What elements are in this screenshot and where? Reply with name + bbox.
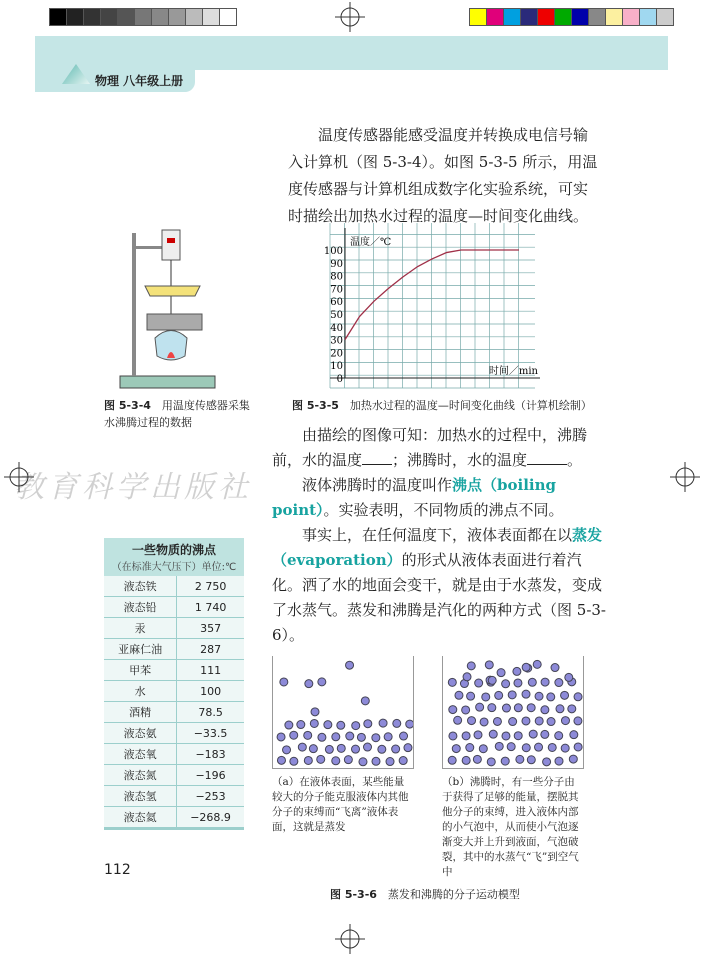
boiling-point-value: −33.5 [177, 723, 244, 744]
molecule [541, 678, 549, 686]
paragraph-3 [272, 473, 607, 523]
molecule [452, 745, 460, 753]
molecule [406, 720, 414, 728]
escaping-molecule [311, 708, 319, 716]
molecule [277, 733, 285, 741]
escaping-molecule [318, 678, 326, 686]
crop-mark-icon [335, 2, 365, 32]
boiling-point-value: 100 [177, 681, 244, 702]
molecule [555, 757, 563, 765]
molecule [514, 679, 522, 687]
molecule [495, 691, 503, 699]
molecule [489, 730, 497, 738]
book-title: 物理 八年级上册 [35, 70, 195, 92]
substance-name: 水 [104, 681, 177, 702]
answer-blank-2[interactable] [527, 464, 567, 465]
substance-name: 液态氨 [104, 723, 177, 744]
molecule [467, 692, 475, 700]
crop-mark-icon [670, 462, 700, 492]
table-row [104, 744, 244, 765]
molecule [514, 704, 522, 712]
molecule [574, 743, 582, 751]
molecule [543, 758, 551, 766]
molecule [399, 757, 407, 765]
y-tick-label: 0 [336, 374, 343, 385]
p3-text-b: 。实验表明，不同物质的沸点不同。 [323, 501, 564, 519]
escaping-molecule [565, 673, 573, 681]
escaping-molecule [361, 697, 369, 705]
molecule [462, 706, 470, 714]
substance-name: 甲苯 [104, 660, 177, 681]
molecule [283, 746, 291, 754]
table-subtitle: （在标准大气压下）单位:℃ [111, 562, 237, 573]
molecule [527, 704, 535, 712]
molecule [304, 756, 312, 764]
table-row [104, 702, 244, 723]
molecule [372, 757, 380, 765]
molecule [574, 693, 582, 701]
molecule [501, 757, 509, 765]
molecule [462, 732, 470, 740]
boiling-point-value: 1 740 [177, 597, 244, 618]
molecule [548, 743, 556, 751]
molecule [522, 690, 530, 698]
molecule [473, 755, 481, 763]
boiling-point-value: −196 [177, 765, 244, 786]
paragraph-1: 温度传感器能感受温度并转换成电信号输入计算机（图 5-3-4）。如图 5-3-5 所示，用温度传感器与计算机组成数字化实验系统，可实时描绘出加热水过程的温度—时间变化曲线。 [288, 126, 598, 225]
molecule [535, 717, 543, 725]
main-text-column [272, 423, 607, 902]
molecule [547, 718, 555, 726]
molecule [448, 756, 456, 764]
boiling-point-value: 2 750 [177, 576, 244, 597]
escaping-molecule [497, 669, 505, 677]
molecule [304, 731, 312, 739]
boiling-point-value: 357 [177, 618, 244, 639]
molecule [324, 721, 332, 729]
color-bar [470, 8, 674, 30]
table-row [104, 786, 244, 807]
table-row [104, 576, 244, 597]
escaping-molecule [522, 663, 530, 671]
molecule [555, 679, 563, 687]
molecule [475, 679, 483, 687]
molecule [522, 744, 530, 752]
molecule [569, 755, 577, 763]
boiling-point-value: −183 [177, 744, 244, 765]
molecule [454, 716, 462, 724]
table-title: 一些物质的沸点 [131, 543, 216, 557]
y-tick-label: 100 [323, 246, 343, 257]
y-tick-label: 70 [330, 284, 343, 296]
substance-name: 亚麻仁油 [104, 639, 177, 660]
escaping-molecule [463, 673, 471, 681]
molecule [535, 692, 543, 700]
boiling-point-value: 78.5 [177, 702, 244, 723]
fig-535-text: 加热水过程的温度—时间变化曲线（计算机绘制） [349, 399, 592, 412]
temperature-curve [345, 250, 519, 340]
y-tick-label: 10 [330, 361, 343, 373]
molecule [468, 717, 476, 725]
grayscale-bar [50, 8, 237, 30]
molecule [541, 706, 549, 714]
table-row [104, 597, 244, 618]
molecule [277, 756, 285, 764]
x-axis-label: 时间／min [488, 366, 538, 377]
paragraph-2 [272, 423, 607, 473]
fig-534-number: 图 5-3-4 [104, 399, 151, 412]
fig-536-text: 蒸发和沸腾的分子运动模型 [387, 888, 520, 901]
p4-text-b: 的形式从液体表面进行着汽化。洒了水的地面会变干，就是由于水蒸发，变成了水蒸气。蒸发和沸腾是汽化的两种方式（图 5-3-6）。 [272, 551, 606, 644]
molecule [466, 744, 474, 752]
molecule [357, 733, 365, 741]
molecule [285, 721, 293, 729]
escaping-molecule [467, 662, 475, 670]
molecule [508, 691, 516, 699]
molecule [310, 719, 318, 727]
p2-text-b: ；沸腾时，水的温度 [392, 451, 528, 469]
p2-text-c: 。 [567, 451, 583, 469]
molecule [570, 731, 578, 739]
molecule [516, 755, 524, 763]
molecule [344, 756, 352, 764]
molecule [502, 680, 510, 688]
molecule [509, 718, 517, 726]
molecule [462, 756, 470, 764]
molecule [574, 717, 582, 725]
term-evaporation: 蒸发（evaporation） [272, 526, 603, 569]
substance-name: 液态氦 [104, 807, 177, 828]
boiling-molecule-model [442, 656, 584, 769]
y-tick-label: 30 [330, 335, 343, 347]
boiling-point-value: −253 [177, 786, 244, 807]
p4-text-a: 事实上，在任何温度下，液体表面都在以 [302, 526, 573, 544]
molecule [332, 757, 340, 765]
fig-536a-caption: （a）在液体表面，某些能量较大的分子能克服液体内其他分子的束缚而“飞离”液体表面，这就是蒸发 [272, 776, 409, 833]
boiling-point-value: 111 [177, 660, 244, 681]
molecule [325, 745, 333, 753]
molecule [372, 734, 380, 742]
molecule [561, 691, 569, 699]
boiling-point-table [104, 538, 244, 830]
fig-535-number: 图 5-3-5 [292, 399, 339, 412]
crop-mark-icon [335, 924, 365, 954]
molecule [555, 732, 563, 740]
fig-536b-caption: （b）沸腾时，有一些分子由于获得了足够的能量，摆脱其他分子的束缚，进入液体内部的小气泡中，从而使小气泡逐渐变大并上升到液面，气泡破裂，其中的水蒸气“飞”到空气中 [442, 776, 579, 878]
escaping-molecule [346, 661, 354, 669]
molecule [404, 744, 412, 752]
header-band [35, 36, 668, 70]
y-tick-label: 90 [330, 258, 343, 270]
molecule [479, 745, 487, 753]
fig-536-number: 图 5-3-6 [330, 888, 377, 901]
fig-535-caption [292, 397, 592, 413]
molecule [359, 758, 367, 766]
molecule [502, 704, 510, 712]
molecule [480, 718, 488, 726]
molecule [290, 757, 298, 765]
molecule [392, 745, 400, 753]
fig-536b [442, 656, 584, 880]
molecule [346, 732, 354, 740]
term-boiling-point: 沸点（boiling point） [272, 476, 556, 519]
molecule [386, 758, 394, 766]
y-tick-label: 50 [330, 310, 343, 321]
molecule [352, 722, 360, 730]
molecule [393, 719, 401, 727]
evaporation-molecule-model [272, 656, 414, 769]
molecule [488, 704, 496, 712]
molecule [309, 745, 317, 753]
molecule [448, 678, 456, 686]
y-axis-label: 温度／℃ [350, 236, 392, 248]
p2-text-a: 由描绘的图像可知：加热水的过程中，沸腾前，水的温度 [272, 426, 588, 469]
p3-text-a: 液体沸腾时的温度叫作 [302, 476, 453, 494]
molecule [352, 745, 360, 753]
watermark: 教育科学出版社 [14, 470, 252, 505]
y-tick-label: 60 [330, 297, 343, 309]
y-tick-label: 20 [330, 348, 343, 360]
molecule [449, 732, 457, 740]
fig-536-row [272, 656, 607, 880]
molecule [364, 743, 372, 751]
substance-name: 酒精 [104, 702, 177, 723]
molecule [556, 705, 564, 713]
molecule [298, 743, 306, 751]
molecule [495, 742, 503, 750]
molecule [493, 717, 501, 725]
fig-536-caption [272, 886, 607, 902]
boiling-point-value: −268.9 [177, 807, 244, 828]
substance-name: 液态氧 [104, 744, 177, 765]
molecule [384, 733, 392, 741]
escaping-molecule [513, 667, 521, 675]
escaping-molecule [533, 660, 541, 668]
molecule [482, 693, 490, 701]
escaping-molecule [488, 676, 496, 684]
molecule [528, 678, 536, 686]
molecule [487, 758, 495, 766]
molecule [449, 706, 457, 714]
fig-534-caption [104, 397, 254, 431]
molecule [561, 744, 569, 752]
substance-name: 汞 [104, 618, 177, 639]
molecule [502, 732, 510, 740]
substance-name: 液态铁 [104, 576, 177, 597]
molecule [529, 730, 537, 738]
escaping-molecule [305, 680, 313, 688]
fig-536a [272, 656, 414, 880]
molecule [378, 745, 386, 753]
substance-name: 液态氢 [104, 786, 177, 807]
apparatus-image [115, 228, 225, 393]
molecule [337, 721, 345, 729]
y-tick-label: 80 [330, 271, 343, 283]
molecule [379, 719, 387, 727]
molecule [455, 691, 463, 699]
molecule [522, 717, 530, 725]
fig-534-text: 用温度传感器采集水沸腾过程的数据 [104, 399, 250, 429]
table-row [104, 618, 244, 639]
table-row [104, 660, 244, 681]
molecule [541, 730, 549, 738]
answer-blank-1[interactable] [362, 464, 392, 465]
escaping-molecule [280, 678, 288, 686]
table-row [104, 639, 244, 660]
molecule [364, 720, 372, 728]
molecule [337, 744, 345, 752]
molecule [318, 733, 326, 741]
molecule [400, 732, 408, 740]
table-row [104, 807, 244, 828]
molecule [547, 693, 555, 701]
molecule [527, 756, 535, 764]
escaping-molecule [551, 664, 559, 672]
molecule [507, 743, 515, 751]
molecule [474, 731, 482, 739]
table-row [104, 681, 244, 702]
molecule [332, 733, 340, 741]
table-row [104, 765, 244, 786]
molecule [535, 743, 543, 751]
temperature-time-chart [300, 218, 550, 393]
molecule [561, 717, 569, 725]
molecule [297, 721, 305, 729]
molecule [476, 703, 484, 711]
molecule [317, 755, 325, 763]
molecule [290, 731, 298, 739]
substance-name: 液态铅 [104, 597, 177, 618]
crop-mark-icon [4, 462, 34, 492]
escaping-molecule [485, 661, 493, 669]
boiling-point-value: 287 [177, 639, 244, 660]
paragraph-4 [272, 523, 607, 648]
y-tick-label: 40 [330, 322, 343, 334]
table-row [104, 723, 244, 744]
molecule [514, 732, 522, 740]
page-number: 112 [104, 862, 131, 878]
molecule [568, 705, 576, 713]
substance-name: 液态氮 [104, 765, 177, 786]
